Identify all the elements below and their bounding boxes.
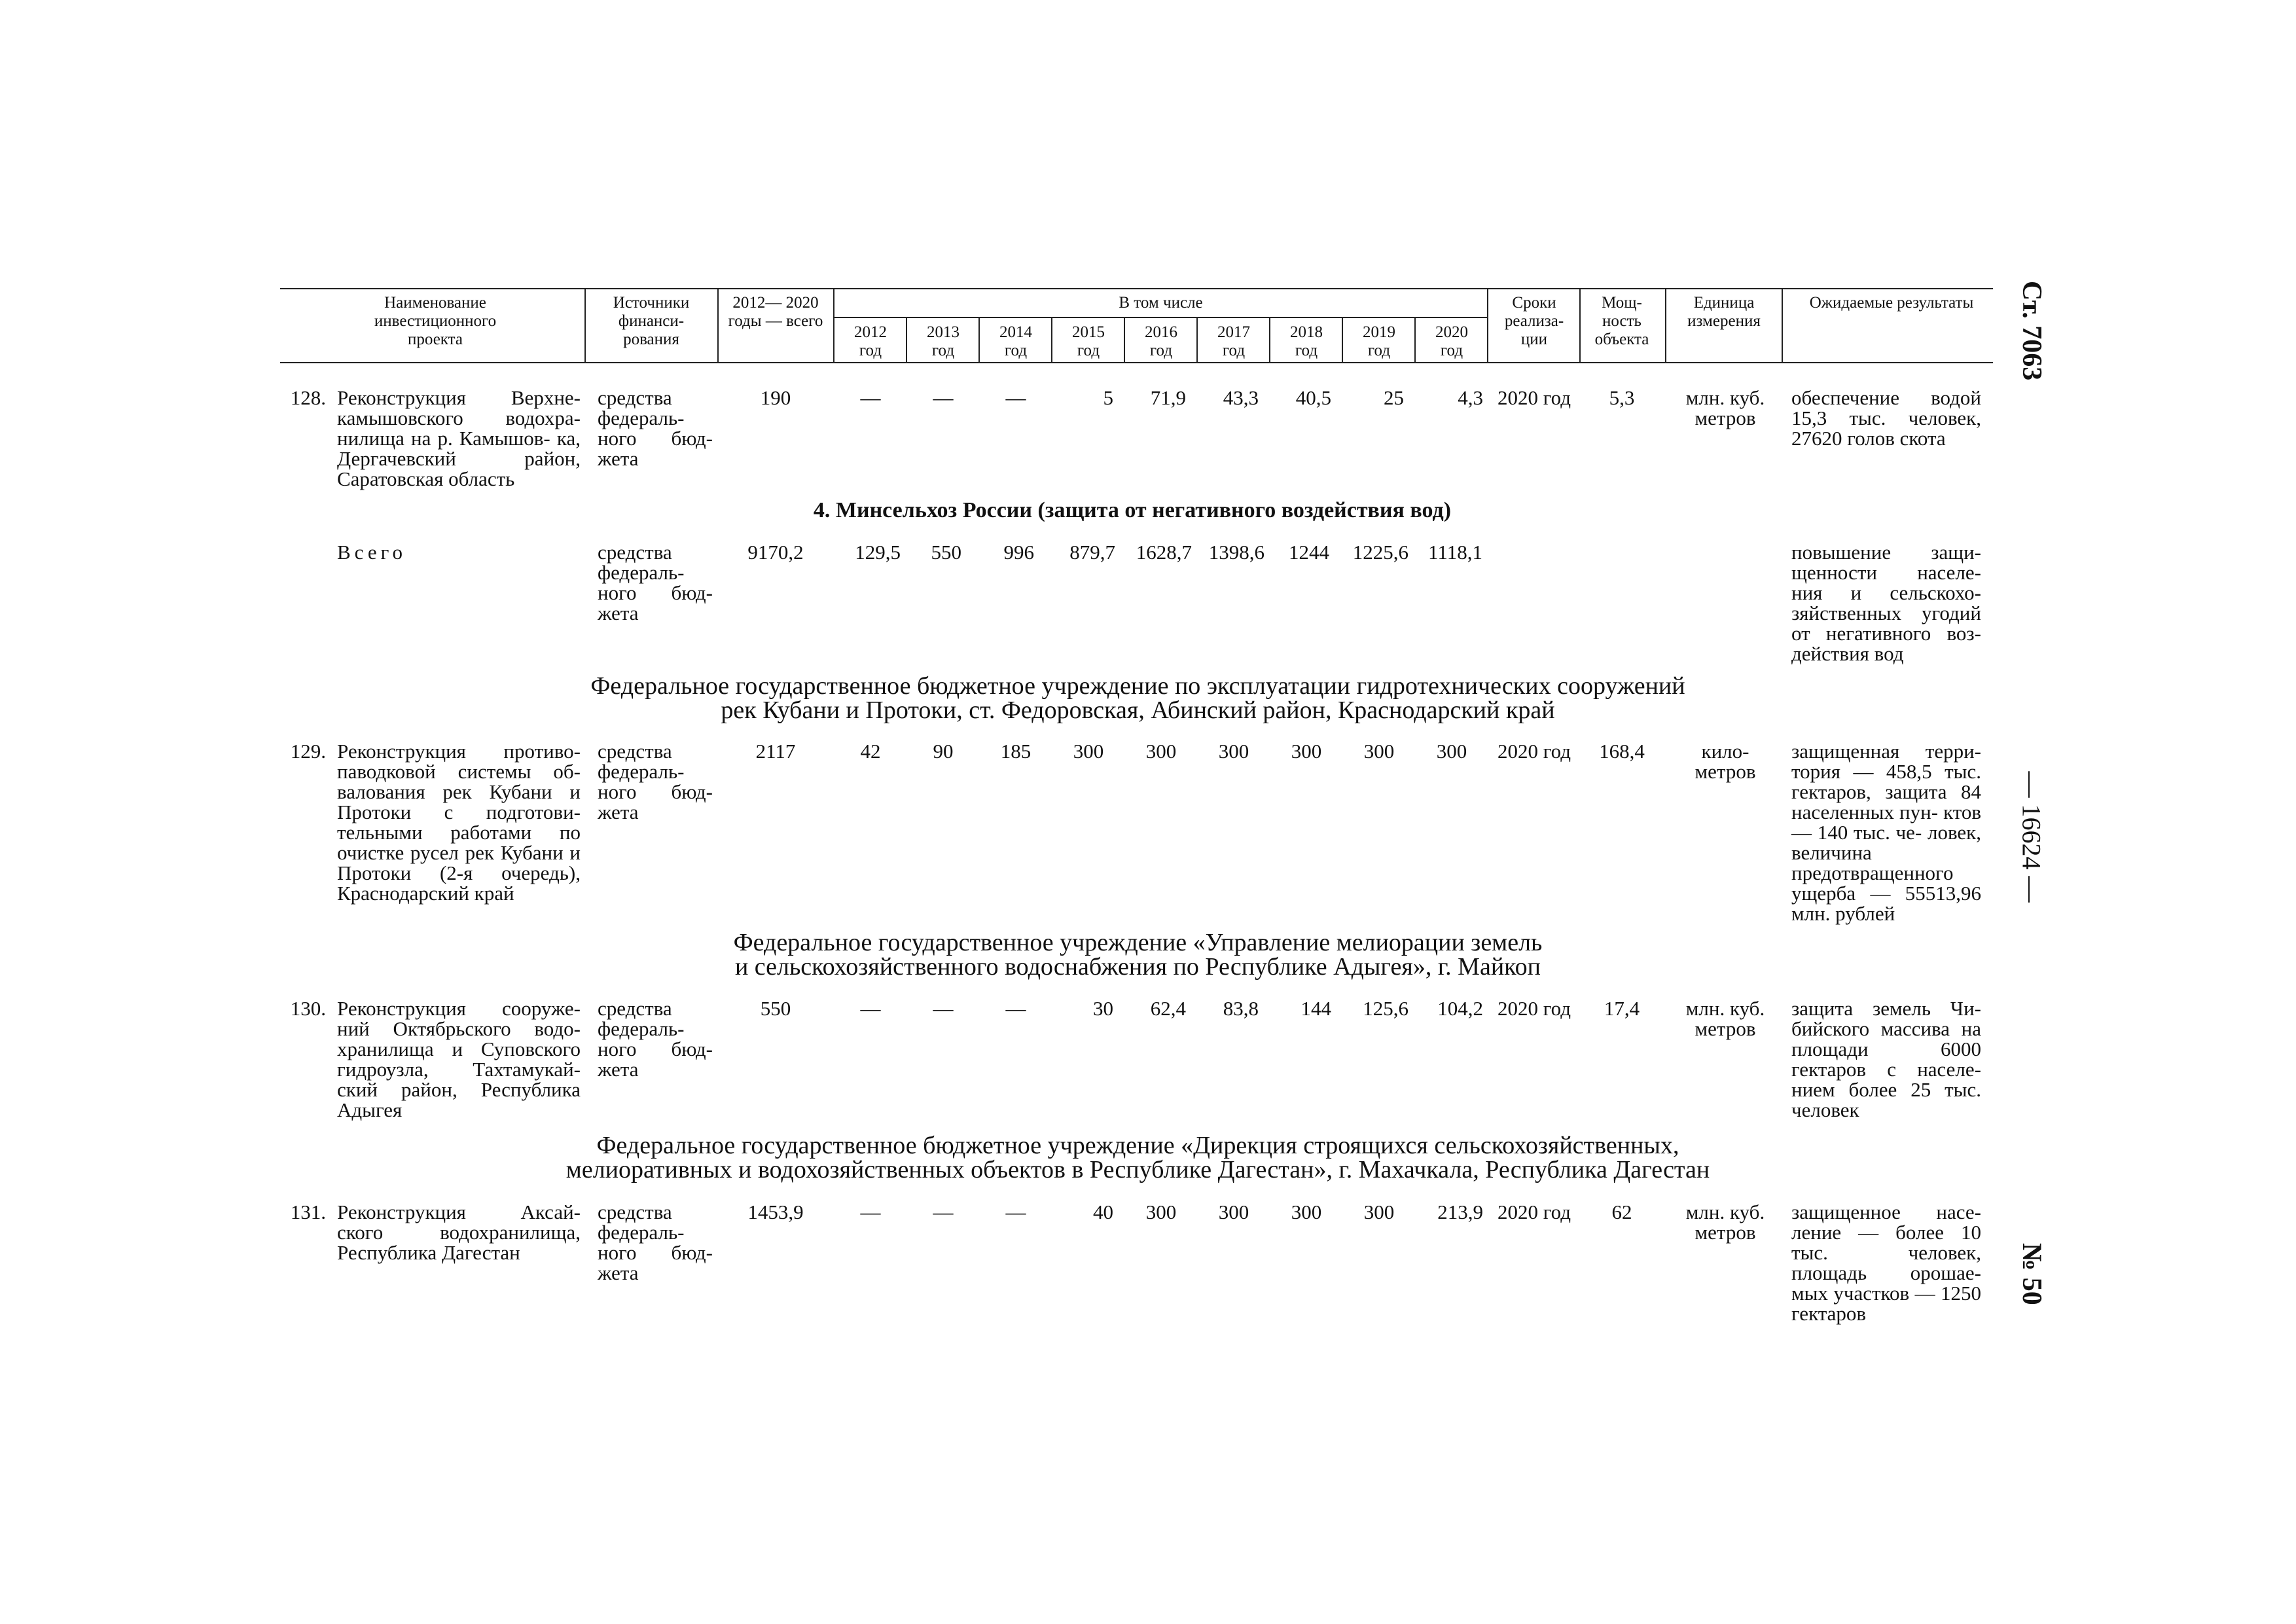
year-2013-value: — [933,386,954,409]
funding-source: средства федераль- ного бюд- жета [598,1200,713,1284]
year-2019-value: 125,6 [1363,997,1408,1020]
year-2020-value: 300 [1436,740,1467,763]
year-2016-value: 1628,7 [1136,541,1192,564]
year-2016-value: 300 [1145,1200,1177,1223]
header-total: 2012— 2020 годы — всего [728,294,823,330]
year-2014-value: 996 [1003,541,1034,564]
page-number-middle: — 16624 — [2017,771,2047,903]
capacity: 17,4 [1604,997,1640,1020]
organization-heading-line: Федеральное государственное бюджетное учреждение по эксплуатации гидротехнических сооружений [590,672,1685,700]
year-2013-value: 90 [933,740,954,763]
year-2016-value: 62,4 [1150,997,1186,1020]
header-funding-source: Источники финанси- рования [613,294,690,348]
organization-heading-line: рек Кубани и Протоки, ст. Федоровская, Абинский район, Краснодарский край [721,696,1555,724]
year-2014-value: 185 [1000,740,1031,763]
header-separator [1342,317,1343,363]
year-2018-value: 300 [1291,1200,1322,1223]
year-2020-value: 213,9 [1437,1200,1483,1223]
header-bottom-rule [280,362,1993,363]
header-separator [1487,288,1488,363]
expected-result: защита земель Чи- бийского массива на площади 6000 гектаров с населе- нием более 25 тыс. человек [1791,997,1981,1121]
header-separator [1665,288,1666,363]
funding-source: средства федераль- ного бюд- жета [598,997,713,1081]
header-year-2017: 2017 год [1217,323,1250,359]
year-2017-value: 1398,6 [1208,541,1265,564]
year-2013-value: — [933,997,954,1020]
header-separator [584,288,586,363]
issue-number: № 50 [2017,1243,2047,1305]
header-separator [1414,317,1416,363]
header-separator [1196,317,1198,363]
row-number: 131. [290,1200,326,1223]
year-2013-value: 550 [931,541,961,564]
header-separator [1782,288,1783,363]
year-2012-value: — [860,1200,881,1223]
section-heading: 4. Минсельхоз России (защита от негативного воздействия вод) [813,498,1452,522]
year-2020-value: 1118,1 [1428,541,1482,564]
unit: млн. куб. метров [1685,386,1765,429]
year-2013-value: — [933,1200,954,1223]
header-capacity: Мощ- ность объекта [1594,294,1649,348]
project-name: Реконструкция сооруже- ний Октябрьского водо- хранилища и Суповского гидроузла, Тахтамукай- ский район, Республика Адыгея [337,997,581,1121]
terms: 2020 год [1497,997,1571,1020]
capacity: 62 [1611,1200,1632,1223]
header-separator [1269,317,1270,363]
funding-source: средства федераль- ного бюд- жета [598,740,713,823]
project-name: Реконструкция Верхне- камышовского водохра- нилища на р. Камышов- ка, Дергачевский район, Саратовская область [337,386,581,490]
row-number: 129. [290,740,326,763]
header-year-2013: 2013 год [927,323,960,359]
organization-heading [281,931,1994,979]
header-year-2018: 2018 год [1290,323,1323,359]
funding-source: средства федераль- ного бюд- жета [598,386,713,470]
year-2019-value: 300 [1363,740,1395,763]
project-name: Реконструкция противо- паводковой системы об- валования рек Кубани и Протоки с подготови- тельными работами по очистке русел рек Кубани и Протоки (2-я очередь), Краснодарский край [337,740,581,905]
unit: млн. куб. метров [1685,997,1765,1040]
header-year-2012: 2012 год [854,323,887,359]
year-2018-value: 300 [1291,740,1322,763]
header-year-2016: 2016 год [1145,323,1177,359]
header-top-rule [280,288,1993,289]
header-terms: Сроки реализа- ции [1504,294,1564,348]
header-separator [906,317,907,363]
expected-result: повышение защи- щенности населе- ния и сельскохо- зяйственных угодий от негативного воз- действия вод [1791,541,1981,665]
header-separator [1124,317,1125,363]
header-separator [1579,288,1581,363]
expected-result: защищенная терри- тория — 458,5 тыс. гектаров, защита 84 населенных пун- ктов — 140 тыс. че- ловек, величина предотвращенного ущерба — 55513,96 млн. рублей [1791,740,1981,925]
terms: 2020 год [1497,1200,1571,1223]
header-separator [717,288,719,363]
organization-heading-line: и сельскохозяйственного водоснабжения по Республике Адыгея», г. Майкоп [734,953,1541,981]
year-2017-value: 300 [1218,740,1249,763]
year-2019-value: 25 [1384,386,1404,409]
total-amount: 9170,2 [747,541,804,564]
header-year-2020: 2020 год [1435,323,1468,359]
year-2014-value: — [1005,386,1026,409]
organization-heading-line: Федеральное государственное бюджетное учреждение «Дирекция строящихся сельскохозяйственных, [596,1132,1679,1159]
unit: млн. куб. метров [1685,1200,1765,1244]
row-number: 130. [290,997,326,1020]
header-year-2014: 2014 год [999,323,1032,359]
organization-heading-line: Федеральное государственное учреждение «Управление мелиорации земель [733,929,1543,956]
year-2016-value: 71,9 [1150,386,1186,409]
total-label: Всего [337,541,407,564]
organization-heading [281,1134,1994,1182]
year-2012-value: — [860,386,881,409]
header-separator [1051,317,1052,363]
header-year-2019: 2019 год [1363,323,1395,359]
year-2019-value: 300 [1363,1200,1395,1223]
year-2015-value: 300 [1073,740,1104,763]
year-2014-value: — [1005,1200,1026,1223]
year-2015-value: 40 [1093,1200,1113,1223]
organization-heading-line: мелиоративных и водохозяйственных объектов в Республике Дагестан», г. Махачкала, Республика Дагестан [565,1156,1710,1183]
total-amount: 1453,9 [747,1200,804,1223]
year-2020-value: 104,2 [1437,997,1483,1020]
capacity: 168,4 [1599,740,1645,763]
header-results: Ожидаемые результаты [1809,294,1974,312]
terms: 2020 год [1497,386,1571,409]
terms: 2020 год [1497,740,1571,763]
year-2012-value: 129,5 [855,541,901,564]
year-2018-value: 40,5 [1295,386,1331,409]
year-2016-value: 300 [1145,740,1177,763]
expected-result: обеспечение водой 15,3 тыс. человек, 27620 голов скота [1791,386,1981,450]
capacity: 5,3 [1609,386,1635,409]
total-amount: 550 [760,997,791,1020]
project-name: Реконструкция Аксай- ского водохранилища, Республика Дагестан [337,1200,581,1264]
year-2014-value: — [1005,997,1026,1020]
year-2015-value: 30 [1093,997,1113,1020]
organization-heading [281,674,1994,723]
header-unit: Единица измерения [1687,294,1761,330]
year-2015-value: 5 [1103,386,1113,409]
year-2017-value: 300 [1218,1200,1249,1223]
year-2012-value: 42 [860,740,881,763]
header-project-name: Наименование инвестиционного проекта [374,294,497,348]
header-separator [978,317,980,363]
year-2020-value: 4,3 [1458,386,1483,409]
unit: кило- метров [1695,740,1756,783]
year-2017-value: 83,8 [1223,997,1259,1020]
year-2012-value: — [860,997,881,1020]
total-amount: 2117 [755,740,796,763]
year-2017-value: 43,3 [1223,386,1259,409]
header-year-2015: 2015 год [1072,323,1105,359]
header-including: В том числе [1119,294,1203,312]
funding-source: средства федераль- ного бюд- жета [598,541,713,624]
year-2018-value: 144 [1300,997,1331,1020]
page-number-top: Ст. 7063 [2017,281,2047,381]
expected-result: защищенное насе- ление — более 10 тыс. человек, площадь орошае- мых участков — 1250 гектаров [1791,1200,1981,1325]
total-amount: 190 [760,386,791,409]
year-2019-value: 1225,6 [1352,541,1408,564]
years-rule [833,317,1488,318]
year-2015-value: 879,7 [1069,541,1115,564]
row-number: 128. [290,386,326,409]
year-2018-value: 1244 [1289,541,1329,564]
